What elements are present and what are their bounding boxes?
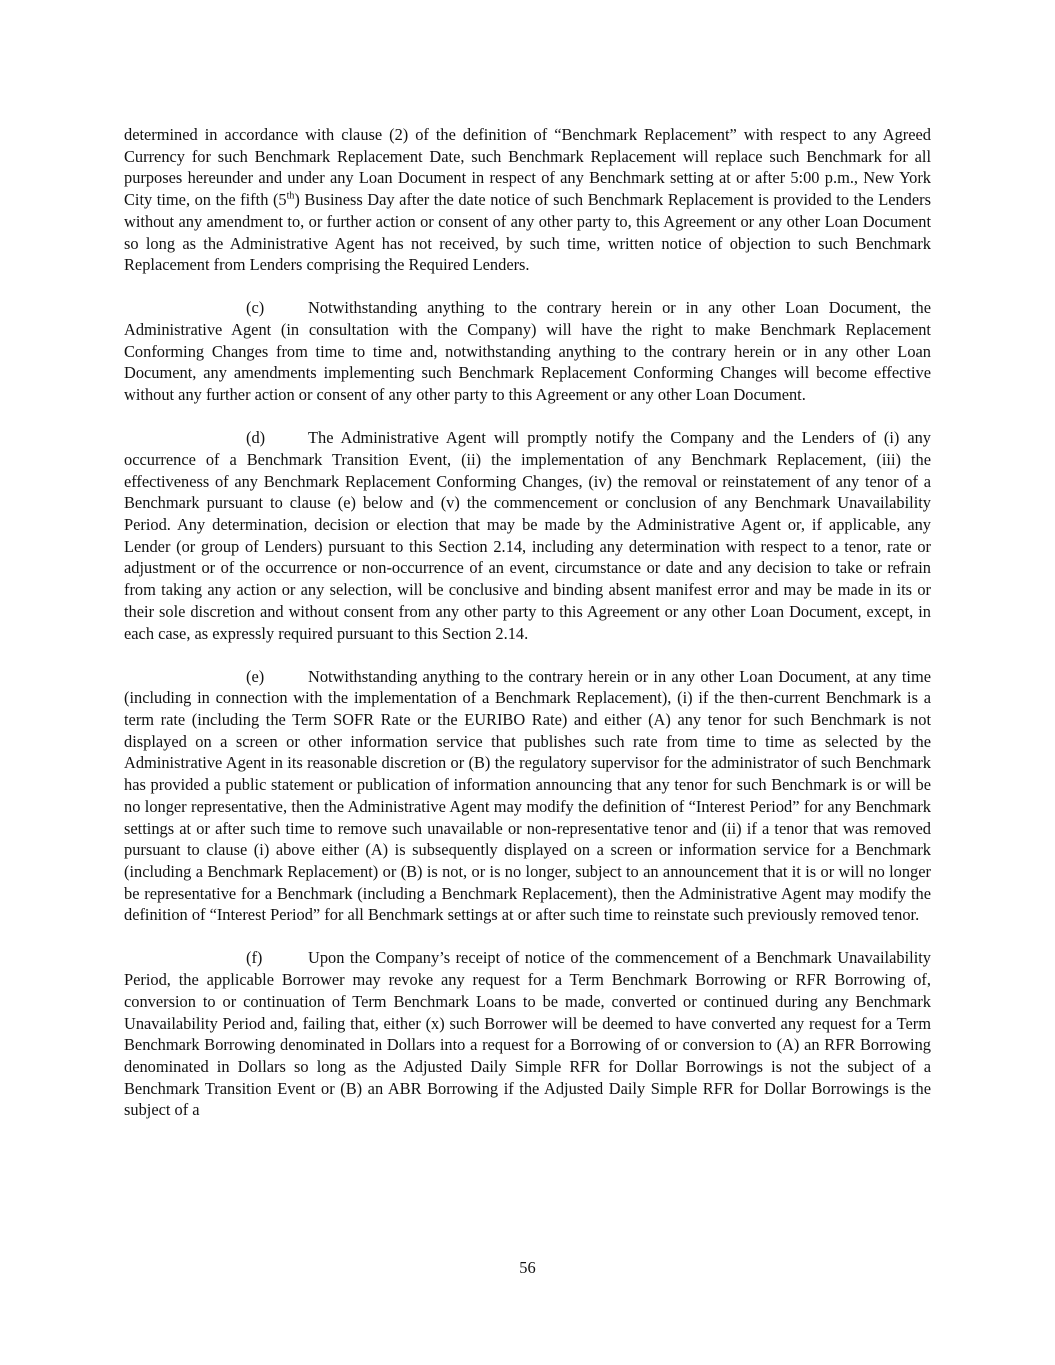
paragraph-text-part: determined in accordance with clause (2) of the definition of “Benchmark Replacement” with respect to any Agreed Currency for such Benchmark Replacement Date, such Benchmark Replacement will replace such Benchmark for all purposes hereunder and under any Loan Document in respect of any Benchmark setting at or after 5:00 p.m., New York City time, on the fifth (5: [124, 125, 931, 210]
clause-label: (e): [246, 666, 265, 686]
paragraph-d: [124, 427, 931, 644]
clause-label: (f): [246, 948, 263, 968]
clause-label: (d): [246, 428, 266, 448]
paragraph-text: Upon the Company’s receipt of notice of the commencement of a Benchmark Unavailability Period, the applicable Borrower may revoke any request for a Term Benchmark Borrowing or RFR Borrowing of, conversion to or continuation of Term Benchmark Loans to be made, converted or continued during any Benchmark Unavailability Period and, failing that, either (x) such Borrower will be deemed to have converted any request for a Term Benchmark Borrowing denominated in Dollars into a request for a Borrowing of or conversion to (A) an RFR Borrowing denominated in Dollars so long as the Adjusted Daily Simple RFR for Dollar Borrowings is not the subject of a Benchmark Transition Event or (B) an ABR Borrowing if the Adjusted Daily Simple RFR for Dollar Borrowings is the subject of a: [124, 948, 931, 1120]
clause-label: (c): [246, 298, 265, 318]
paragraph-text: Notwithstanding anything to the contrary herein or in any other Loan Document, at any time (including in connection with the implementation of a Benchmark Replacement), (i) if the then-current Benchmark is a term rate (including the Term SOFR Rate or the EURIBO Rate) and either (A) any tenor for such Benchmark is not displayed on a screen or other information service that publishes such rate from time to time as selected by the Administrative Agent in its reasonable discretion or (B) the regulatory supervisor for the administrator of such Benchmark has provided a public statement or publication of information announcing that any tenor for such Benchmark is or will be no longer representative, then the Administrative Agent may modify the definition of “Interest Period” for any Benchmark settings at or after such time to remove such unavailable or non-representative tenor and (ii) if a tenor that was removed pursuant to clause (i) above either (A) is subsequently displayed on a screen or information service for a Benchmark (including a Benchmark Replacement) or (B) is not, or is no longer, subject to an announcement that it is or will no longer be representative for a Benchmark (including a Benchmark Replacement), then the Administrative Agent may modify the definition of “Interest Period” for all Benchmark settings at or after such time to reinstate such previously removed tenor.: [124, 666, 931, 925]
superscript-ordinal: th: [286, 190, 295, 202]
page-number: 56: [519, 1258, 536, 1277]
paragraph-text: Notwithstanding anything to the contrary herein or in any other Loan Document, the Administrative Agent (in consultation with the Company) will have the right to make Benchmark Replacement Conforming Changes from time to time and, notwithstanding anything to the contrary herein or in any other Loan Document, any amendments implementing such Benchmark Replacement Conforming Changes will become effective without any further action or consent of any other party to this Agreement or any other Loan Document.: [124, 298, 931, 405]
paragraph-c: [124, 297, 931, 406]
paragraph-continuation: [124, 124, 931, 276]
paragraph-text-part: ) Business Day after the date notice of such Benchmark Replacement is provided to the Lenders without any amendment to, or further action or consent of any other party to, this Agreement or any other Loan Document so long as the Administrative Agent has not received, by such time, written notice of objection to such Benchmark Replacement from Lenders comprising the Required Lenders.: [124, 190, 931, 275]
paragraph-e: [124, 666, 931, 926]
paragraph-f: [124, 947, 931, 1121]
paragraph-text: The Administrative Agent will promptly notify the Company and the Lenders of (i) any occurrence of a Benchmark Transition Event, (ii) the implementation of any Benchmark Replacement, (iii) the effectiveness of any Benchmark Replacement Conforming Changes, (iv) the removal or reinstatement of any tenor of a Benchmark pursuant to clause (e) below and (v) the commencement or conclusion of any Benchmark Unavailability Period. Any determination, decision or election that may be made by the Administrative Agent or, if applicable, any Lender (or group of Lenders) pursuant to this Section 2.14, including any determination with respect to a tenor, rate or adjustment or of the occurrence or non-occurrence of an event, circumstance or date and any decision to take or refrain from taking any action or any selection, will be conclusive and binding absent manifest error and may be made in its or their sole discretion and without consent from any other party to this Agreement or any other Loan Document, except, in each case, as expressly required pursuant to this Section 2.14.: [124, 428, 931, 643]
document-page: [124, 124, 931, 1142]
